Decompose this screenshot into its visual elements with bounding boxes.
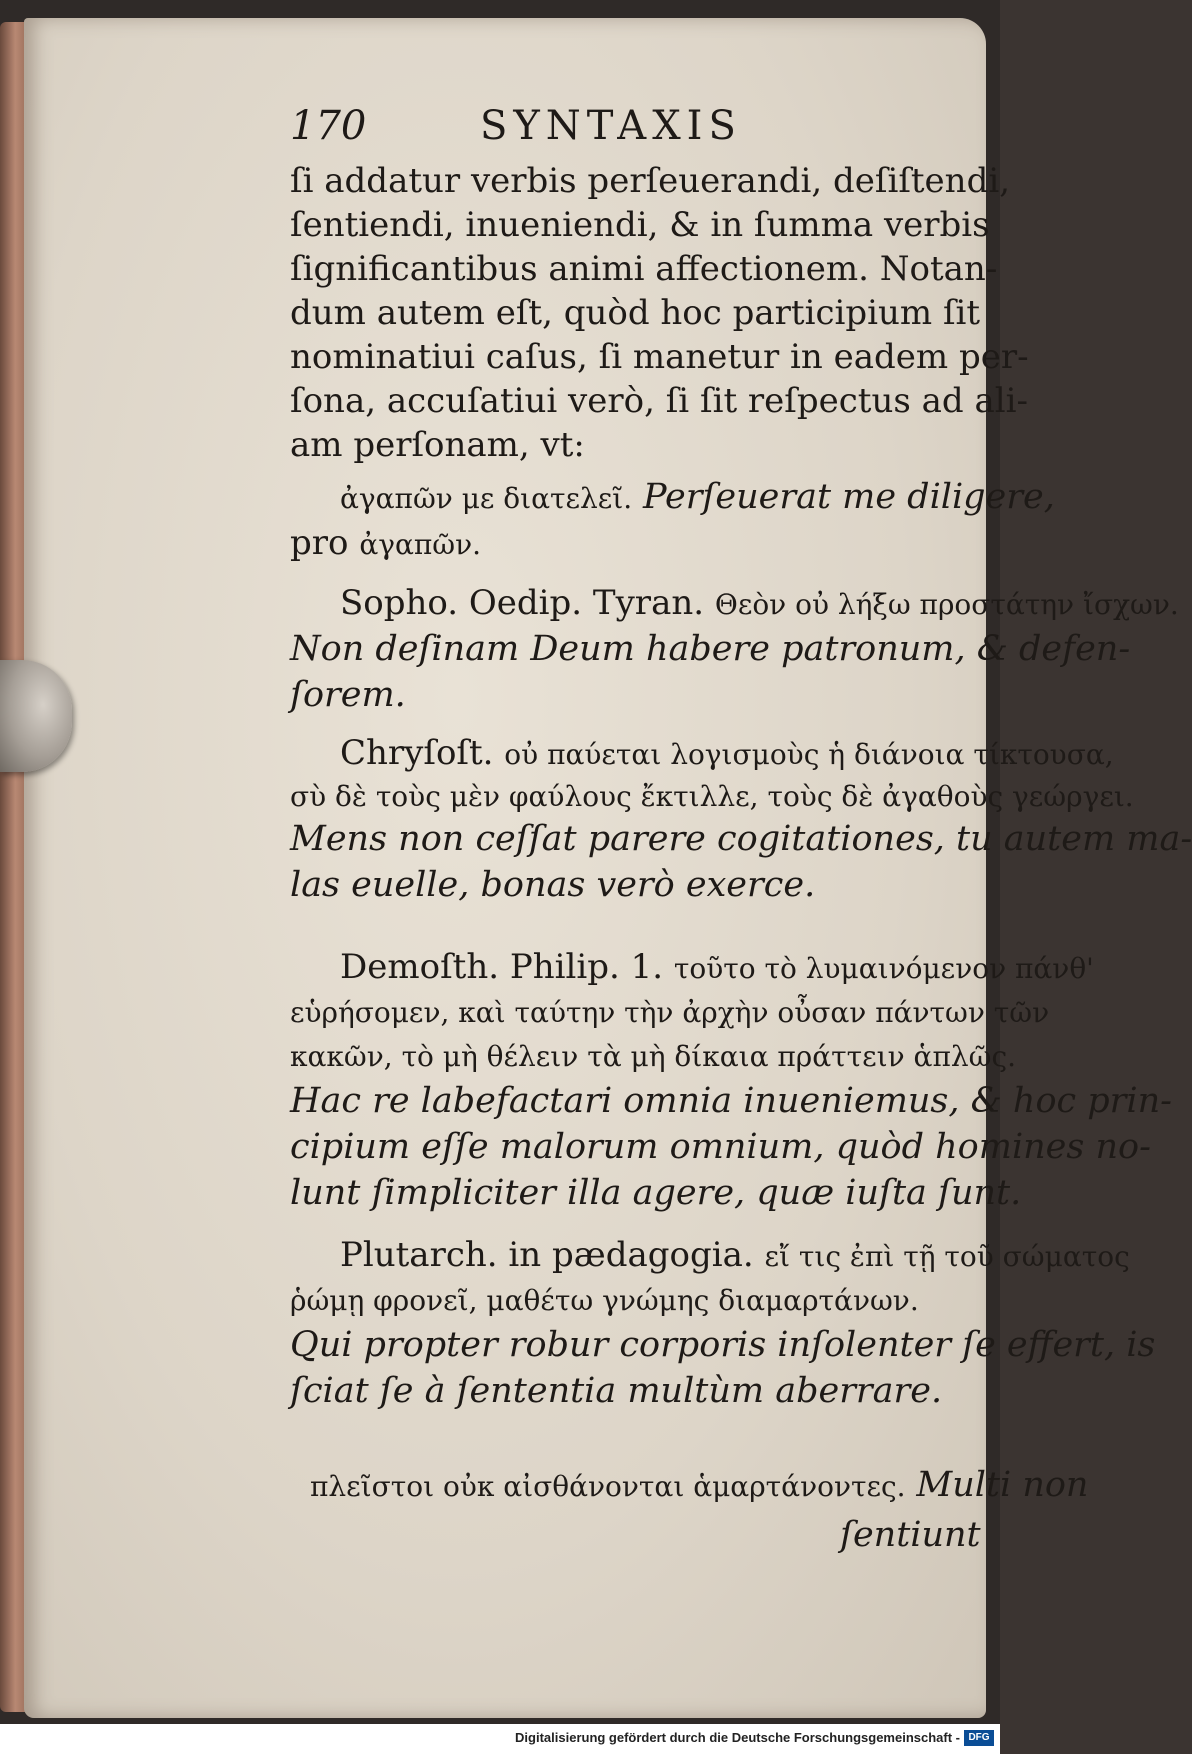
citation-line xyxy=(340,583,1179,625)
greek-text: ἀγαπῶν με διατελεῖ. xyxy=(340,482,633,515)
greek-text: εἴ τις ἐπὶ τῇ τοῦ σώματος xyxy=(764,1240,1130,1273)
latin-translation: Qui propter robur corporis inſolenter ſe effert, is xyxy=(290,1325,1156,1365)
citation-line xyxy=(340,1235,1130,1277)
page-number: 170 xyxy=(290,103,367,149)
greek-text: ἀγαπῶν. xyxy=(359,528,482,561)
greek-text: ῥώμῃ φρονεῖ, μαθέτω γνώμης διαμαρτάνων. xyxy=(290,1284,919,1317)
funding-credit: Digitalisierung gefördert durch die Deutsche Forschungsgemeinschaft - xyxy=(515,1730,960,1745)
latin-translation: Multi non xyxy=(916,1465,1089,1505)
running-title: SYNTAXIS xyxy=(480,103,742,149)
greek-text: πλεῖστοι οὐκ αἰσθάνονται ἁμαρτάνοντες. xyxy=(310,1470,906,1503)
greek-text: Θεὸν οὐ λήξω προστάτην ἴσχων. xyxy=(714,588,1179,621)
example-line xyxy=(310,1465,1088,1507)
latin-translation: Non deſinam Deum habere patronum, & defen- xyxy=(290,629,1131,669)
latin-translation: ſciat ſe à ſententia multùm aberrare. xyxy=(290,1371,943,1411)
example-line xyxy=(340,477,1055,519)
citation-source: Plutarch. in pædagogia. xyxy=(340,1235,754,1275)
latin-translation: ſorem. xyxy=(290,675,406,715)
latin-translation: lunt ſimpliciter illa agere, quæ iuſta ſunt. xyxy=(290,1173,1022,1213)
catchword: ſentiunt xyxy=(840,1515,981,1555)
text-line: ſignificantibus animi affectionem. Notan- xyxy=(290,249,998,289)
greek-text: εὑρήσομεν, καὶ ταύτην τὴν ἀρχὴν οὖσαν πάντων τῶν xyxy=(290,996,1050,1029)
text-block xyxy=(290,95,1192,1575)
example-line xyxy=(290,523,481,565)
latin-translation: cipium eſſe malorum omnium, quòd homines no- xyxy=(290,1127,1151,1167)
latin-translation: Hac re labefactari omnia inueniemus, & hoc prin- xyxy=(290,1081,1172,1121)
greek-text: κακῶν, τὸ μὴ θέλειν τὰ μὴ δίκαια πράττειν ἁπλῶς. xyxy=(290,1040,1017,1073)
footer-bar xyxy=(0,1724,1000,1754)
greek-text: τοῦτο τὸ λυμαινόμενον πάνθ' xyxy=(673,952,1094,985)
text-line: nominatiui caſus, ſi manetur in eadem per- xyxy=(290,337,1029,377)
text-line: ſi addatur verbis perſeuerandi, deſiſtendi, xyxy=(290,161,1011,201)
latin-translation: Mens non ceſſat parere cogitationes, tu autem ma- xyxy=(290,819,1192,859)
text-fragment: pro xyxy=(290,523,349,563)
dfg-logo: DFG xyxy=(964,1730,994,1746)
greek-text: οὐ παύεται λογισμοὺς ἡ διάνοια τίκτουσα, xyxy=(504,738,1114,771)
text-line: dum autem eſt, quòd hoc participium ſit xyxy=(290,293,981,333)
latin-translation: Perſeuerat me diligere, xyxy=(643,477,1055,517)
text-line: ſona, accuſatiui verò, ſi ſit reſpectus ad ali- xyxy=(290,381,1028,421)
citation-line xyxy=(340,947,1094,989)
text-line: am perſonam, vt: xyxy=(290,425,585,465)
citation-line xyxy=(340,733,1114,775)
citation-source: Chryſoſt. xyxy=(340,733,494,773)
running-head xyxy=(290,95,790,155)
citation-source: Sopho. Oedip. Tyran. xyxy=(340,583,705,623)
citation-source: Demoſth. Philip. 1. xyxy=(340,947,664,987)
greek-text: σὺ δὲ τοὺς μὲν φαύλους ἔκτιλλε, τοὺς δὲ ἀγαθοὺς γεώργει. xyxy=(290,780,1134,813)
text-line: ſentiendi, inueniendi, & in ſumma verbis xyxy=(290,205,990,245)
latin-translation: las euelle, bonas verò exerce. xyxy=(290,865,816,905)
